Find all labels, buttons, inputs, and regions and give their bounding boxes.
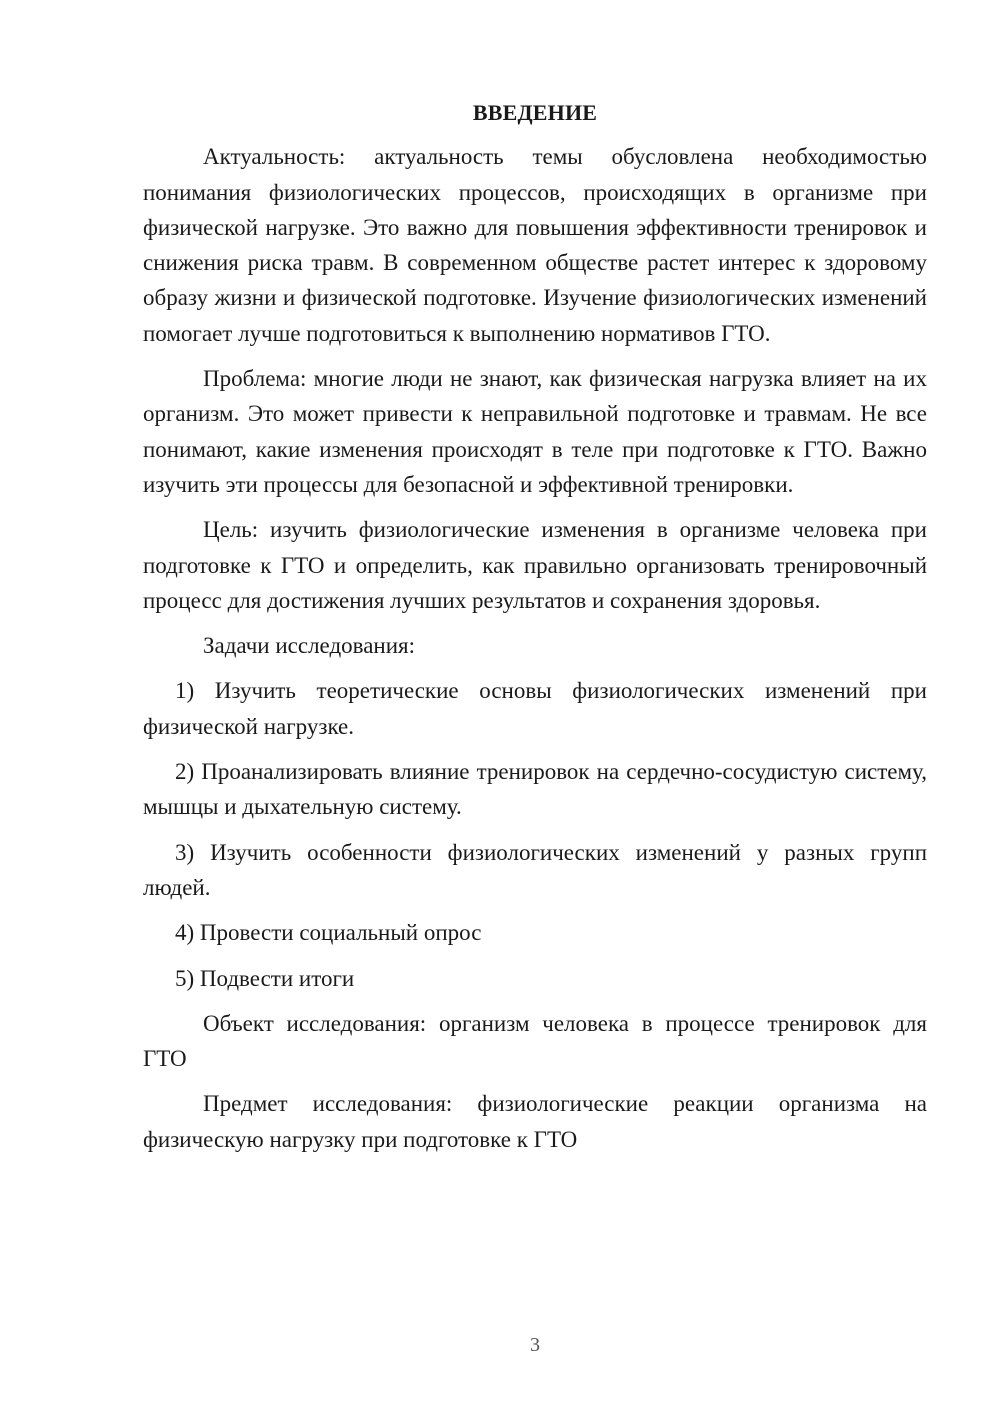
document-page xyxy=(143,95,927,1167)
task-item: 4) Провести социальный опрос xyxy=(175,920,482,946)
task-item: 5) Подвести итоги xyxy=(175,965,355,991)
goal-paragraph: Цель: изучить физиологические изменения в организме человека при подготовке к ГТО и определить, как правильно организовать тренировочный процесс для достижения лучших результатов и сохранения здоровья. xyxy=(143,517,927,613)
page-title: ВВЕДЕНИЕ xyxy=(472,100,598,125)
task-item: 3) Изучить особенности физиологических изменений у разных групп людей. xyxy=(143,839,927,900)
subject-paragraph: Предмет исследования: физиологические реакции организма на физическую нагрузку при подготовке к ГТО xyxy=(143,1091,927,1152)
page-number: 3 xyxy=(530,1334,540,1356)
problem-paragraph: Проблема: многие люди не знают, как физическая нагрузка влияет на их организм. Это может привести к неправильной подготовке и травмам. Не все понимают, какие изменения происходят в теле при подготовке к ГТО. Важно изучить эти процессы для безопасной и эффективной тренировки. xyxy=(143,366,927,497)
object-paragraph: Объект исследования: организм человека в процессе тренировок для ГТО xyxy=(143,1010,927,1072)
relevance-paragraph: Актуальность: актуальность темы обусловлена необходимостью понимания физиологических процессов, происходящих в организме при физической нагрузке. Это важно для повышения эффективности тренировок и снижения риска травм. В современном обществе растет интерес к здоровому образу жизни и физической подготовке. Изучение физиологических изменений помогает лучше подготовиться к выполнению нормативов ГТО. xyxy=(143,144,927,346)
task-item: 2) Проанализировать влияние тренировок на сердечно-сосудистую систему, мышцы и дыхательную систему. xyxy=(143,759,927,820)
tasks-heading: Задачи исследования: xyxy=(203,633,416,659)
task-item: 1) Изучить теоретические основы физиологических изменений при физической нагрузке. xyxy=(143,678,927,739)
